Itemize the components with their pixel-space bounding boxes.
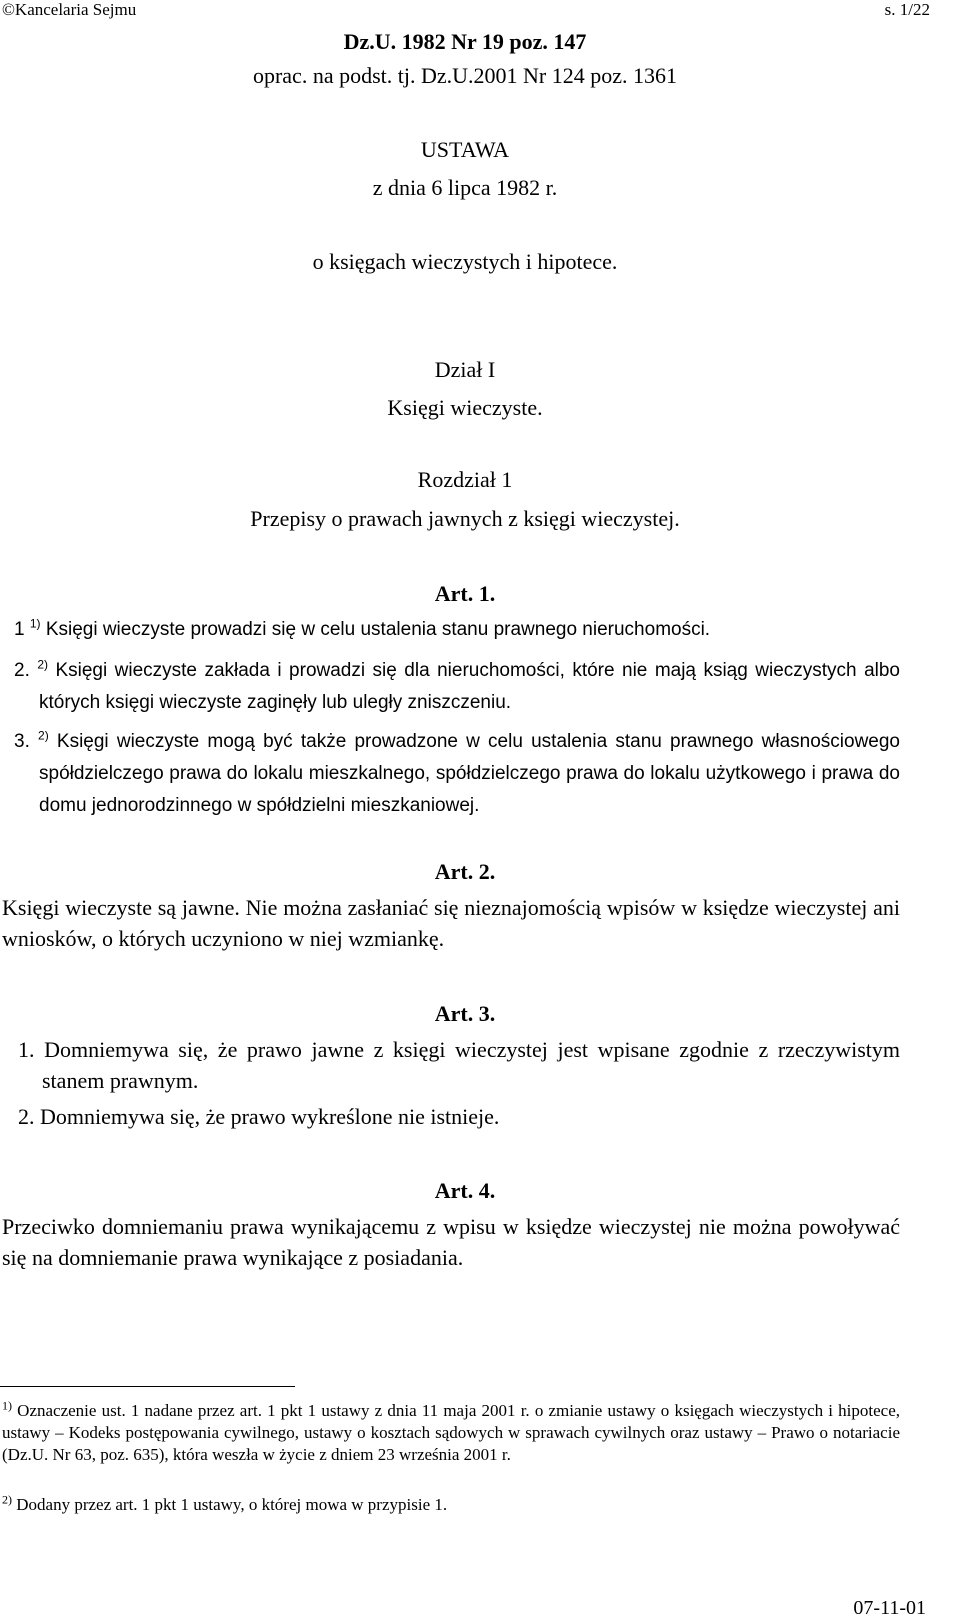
article-3-heading: Art. 3. bbox=[434, 1001, 496, 1026]
chapter-label: Rozdział 1 bbox=[417, 467, 513, 492]
article-4-heading: Art. 4. bbox=[434, 1178, 496, 1203]
article-1-paragraph-1 bbox=[14, 614, 910, 646]
article-2-text: Księgi wieczyste są jawne. Nie można zasłaniać się nieznajomością wpisów w księdze wieczystej ani wniosków, o których uczyniono w niej wzmiankę. bbox=[2, 895, 900, 951]
journal-reference: Dz.U. 1982 Nr 19 poz. 147 bbox=[343, 29, 587, 54]
article-1-paragraph-2 bbox=[14, 655, 900, 719]
paragraph-number: 1. bbox=[18, 1037, 35, 1062]
paragraph-number: 1 bbox=[14, 619, 25, 640]
footer-date-code: 07-11-01 bbox=[853, 1597, 926, 1619]
paragraph-text: Księgi wieczyste zakłada i prowadzi się dla nieruchomości, które nie mają ksiąg wieczystych albo których księgi wieczyste zaginęły lub uległy zniszczeniu. bbox=[39, 660, 900, 713]
footnote-text: Dodany przez art. 1 pkt 1 ustawy, o której mowa w przypisie 1. bbox=[16, 1495, 448, 1514]
footnote-ref: 2) bbox=[37, 657, 48, 672]
article-1-paragraph-3 bbox=[14, 726, 900, 822]
footnote-ref: 2) bbox=[38, 728, 49, 743]
page-number: s. 1/22 bbox=[884, 0, 930, 19]
article-2-body bbox=[2, 892, 900, 954]
footnote-separator bbox=[0, 1386, 295, 1387]
division-label: Dział I bbox=[434, 357, 496, 382]
article-2-heading: Art. 2. bbox=[434, 859, 496, 884]
footnote-2 bbox=[2, 1494, 900, 1516]
division-name: Księgi wieczyste. bbox=[387, 395, 543, 420]
consolidated-basis: oprac. na podst. tj. Dz.U.2001 Nr 124 poz. 1361 bbox=[252, 63, 678, 88]
footnote-number: 1) bbox=[2, 1398, 12, 1413]
paragraph-number: 2. bbox=[14, 660, 30, 681]
footnote-ref: 1) bbox=[29, 616, 41, 631]
act-date: z dnia 6 lipca 1982 r. bbox=[372, 175, 558, 200]
footnote-text: Oznaczenie ust. 1 nadane przez art. 1 pkt 1 ustawy z dnia 11 maja 2001 r. o zmianie ustawy o księgach wieczystych i hipotece, ustawy – Kodeks postępowania cywilnego, ustawy o kosztach sądowych w sprawach cywilnych oraz ustawy – Prawo o notariacie (Dz.U. Nr 63, poz. 635), która weszła w życie z dniem 23 września 2001 r. bbox=[2, 1401, 901, 1464]
paragraph-text: Księgi wieczyste mogą być także prowadzone w celu ustalenia stanu prawnego własnościowego spółdzielczego prawa do lokalu mieszkalnego, spółdzielczego prawa do lokalu użytkowego i prawa do domu jednorodzinnego w spółdzielni mieszkaniowej. bbox=[39, 731, 900, 816]
act-subject: o księgach wieczystych i hipotece. bbox=[312, 249, 618, 274]
paragraph-number: 3. bbox=[14, 731, 30, 752]
article-3-paragraph-2 bbox=[18, 1101, 900, 1132]
paragraph-text: Domniemywa się, że prawo jawne z księgi wieczystej jest wpisane zgodnie z rzeczywistym stanem prawnym. bbox=[42, 1037, 900, 1093]
article-4-body bbox=[2, 1211, 900, 1273]
paragraph-number: 2. bbox=[18, 1104, 35, 1129]
article-3-paragraph-1 bbox=[18, 1034, 900, 1096]
paragraph-text: Księgi wieczyste prowadzi się w celu ustalenia stanu prawnego nieruchomości. bbox=[45, 619, 711, 640]
article-4-text: Przeciwko domniemaniu prawa wynikającemu z wpisu w księdze wieczystej nie można powoływać się na domniemanie prawa wynikające z posiadania. bbox=[2, 1214, 900, 1270]
article-1-heading: Art. 1. bbox=[434, 581, 496, 606]
chapter-name: Przepisy o prawach jawnych z księgi wieczystej. bbox=[250, 506, 680, 531]
footnote-number: 2) bbox=[2, 1492, 12, 1507]
act-type: USTAWA bbox=[420, 137, 510, 162]
paragraph-text: Domniemywa się, że prawo wykreślone nie istnieje. bbox=[40, 1104, 500, 1129]
footnote-1 bbox=[2, 1400, 900, 1466]
copyright-header: ©Kancelaria Sejmu bbox=[2, 0, 137, 19]
